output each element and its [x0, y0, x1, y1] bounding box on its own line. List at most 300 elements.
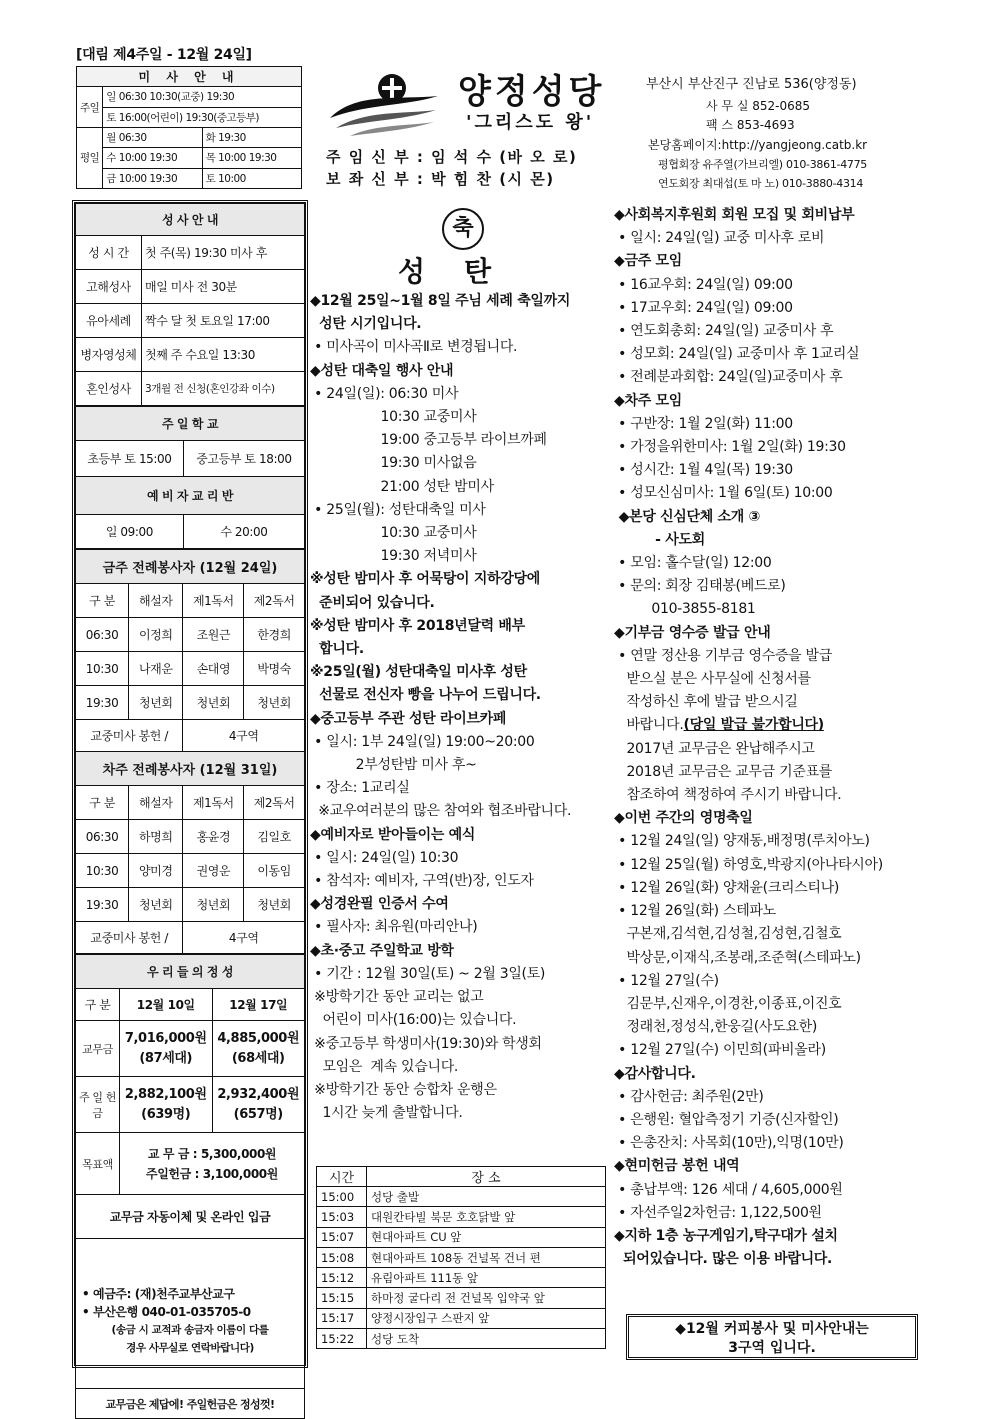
left-column: [72, 200, 308, 1411]
notice-line: [614, 877, 924, 900]
notice-line: [614, 1039, 924, 1062]
servers-cell: 하명희: [129, 820, 183, 854]
bus-time: 15:07: [317, 1227, 367, 1247]
weekday-mass: 토 10:00: [202, 168, 301, 188]
bank-info: [76, 1239, 305, 1389]
servers-cell: 10:30: [76, 854, 129, 888]
sacrament-value: 첫 주(목) 19:30 미사 후: [142, 236, 305, 270]
assistant-pastor-line: 보 좌 신 부 : 박 힘 찬 (시 몬): [326, 170, 555, 188]
offering-amount: 2,882,100원: [124, 1086, 207, 1102]
notice-line: [614, 366, 924, 389]
notice-text: 어린이 미사(16:00)는 있습니다.: [310, 1012, 517, 1029]
sacrament-label: 성 시 간: [76, 236, 142, 270]
servers-next-week-title: 차주 전례봉사자 (12월 31일): [76, 752, 305, 786]
homepage-link[interactable]: 본당홈페이지:http://yangjeong.catb.kr: [648, 138, 868, 152]
notice-text: 19:30 미사없음: [310, 455, 477, 472]
notice-line: [614, 668, 924, 691]
servers-cell: 조원근: [183, 618, 244, 652]
notice-line: [310, 870, 612, 893]
table-row: [76, 854, 305, 888]
notice-text: • 자선주일2차헌금: 1,122,500원: [614, 1204, 822, 1221]
notice-line: [310, 731, 612, 754]
bus-place: 유림아파트 111동 앞: [367, 1268, 606, 1288]
offering-amount: 2,932,400원: [217, 1086, 300, 1102]
notice-line: [614, 784, 924, 807]
parish-name: 양정성당: [458, 72, 606, 112]
notice-heading: [310, 290, 612, 313]
notice-line: [614, 320, 924, 343]
notice-line: [614, 413, 924, 436]
notice-text: 구본재,김석현,김성철,김성현,김철호: [614, 926, 842, 943]
servers-head: 해설자: [129, 584, 183, 618]
middle-column: [310, 290, 612, 1125]
notice-heading: [310, 360, 612, 383]
notice-line: [310, 452, 612, 475]
sacrament-label: 혼인성사: [76, 372, 142, 406]
notice-text: 박상문,이재식,조봉래,조준혁(스테파노): [614, 949, 861, 966]
table-row: [76, 618, 305, 652]
notice-text: 10:30 교중미사: [310, 409, 477, 426]
notice-line: [614, 1086, 924, 1109]
notice-line: [614, 691, 924, 714]
notice-text: ※방학기간 동안 승합차 운행은: [310, 1081, 497, 1098]
table-row: [317, 1227, 606, 1247]
offering-amount: 4,885,000원: [217, 1030, 300, 1046]
notice-line: [310, 963, 612, 986]
notice-line: [614, 1202, 924, 1225]
notice-line: [614, 854, 924, 877]
servers-cell: 19:30: [76, 888, 129, 922]
offerings-head: 구 분: [76, 989, 120, 1021]
servers-cell: 청년회: [129, 686, 183, 720]
table-row: [76, 820, 305, 854]
servers-head: 제2독서: [244, 786, 305, 820]
christmas-title: 성 탄: [398, 255, 492, 288]
notice-heading: [614, 622, 924, 645]
table-row: [317, 1329, 606, 1349]
offering-label: 교중미사 봉헌 /: [76, 922, 183, 954]
notice-text: 19:00 중고등부 라이브까페: [310, 432, 547, 449]
servers-head: 해설자: [129, 786, 183, 820]
servers-cell: 권영운: [183, 854, 244, 888]
notice-text: • 감사헌금: 최주원(2만): [614, 1088, 764, 1105]
table-row: [317, 1308, 606, 1328]
notice-text: ◆중고등부 주관 성탄 라이브카페: [310, 710, 507, 727]
notice-text: • 문의: 회장 김태봉(베드로): [614, 578, 786, 595]
notice-text: • 일시: 24일(일) 교중 미사후 로비: [614, 230, 825, 247]
bus-time: 15:12: [317, 1268, 367, 1288]
notice-text: ◆사회복지후원회 회원 모집 및 회비납부: [614, 207, 855, 223]
servers-cell: 손대영: [183, 652, 244, 686]
notice-text: 준비되어 있습니다.: [310, 594, 435, 611]
bus-place: 성당 도착: [367, 1329, 606, 1349]
bus-place: 현대아파트 108동 건널목 건너 편: [367, 1247, 606, 1267]
target-label: 목표액: [76, 1133, 120, 1195]
notice-line: [614, 645, 924, 668]
notice-text: • 기간 : 12월 30일(토) ~ 2월 3일(토): [310, 965, 546, 982]
bus-place: 현대아파트 CU 앞: [367, 1227, 606, 1247]
bus-place: 하마정 굴다리 전 건널목 입약국 앞: [367, 1288, 606, 1308]
notice-heading: [310, 661, 612, 684]
notice-text: ◆초·중고 주일학교 방학: [310, 942, 454, 959]
notice-text: 참조하여 책정하여 주시기 바랍니다.: [614, 787, 842, 804]
sacrament-value: 매일 미사 전 30분: [142, 270, 305, 304]
notice-text: 010-3855-8181: [614, 601, 756, 618]
servers-cell: 19:30: [76, 686, 129, 720]
coffee-line: ◆12월 커피봉사 및 미사안내는: [675, 1321, 869, 1337]
notice-text: ◆이번 주간의 영명축일: [614, 810, 753, 827]
notice-line: [614, 923, 924, 946]
parish-logo: [326, 70, 442, 140]
table-row: [76, 1021, 305, 1077]
notice-line: [614, 1109, 924, 1132]
offering-people: (639명): [141, 1106, 191, 1122]
offerings-label: 교무금: [76, 1021, 120, 1077]
notice-line: [310, 1009, 612, 1032]
notice-text: 2017년 교무금은 완납해주시고: [614, 740, 815, 757]
offering-people: (657명): [233, 1106, 283, 1122]
sacrament-label: 병자영성체: [76, 338, 142, 372]
table-row: [76, 888, 305, 922]
notice-heading: [614, 1155, 924, 1178]
table-row: [76, 1077, 305, 1133]
notice-line: [614, 738, 924, 761]
notice-text: 2018년 교무금은 교무금 기준표를: [614, 763, 833, 780]
notice-text: 10:30 교중미사: [310, 525, 477, 542]
servers-cell: 양미경: [129, 854, 183, 888]
sunday-school-elementary: 초등부 토 15:00: [76, 441, 184, 477]
bus-time: 15:22: [317, 1329, 367, 1349]
bus-time: 15:08: [317, 1247, 367, 1267]
servers-head: 제1독서: [183, 584, 244, 618]
weekday-mass: 화 19:30: [202, 127, 301, 147]
bus-place: 성당 출발: [367, 1187, 606, 1207]
bus-place: 대원칸타빌 북문 호호닭발 앞: [367, 1207, 606, 1227]
notice-text: • 모임: 홀수달(일) 12:00: [614, 555, 772, 572]
notice-text: • 성모신심미사: 1월 6일(토) 10:00: [614, 485, 833, 502]
notice-text: • 가정을위한미사: 1월 2일(화) 19:30: [614, 439, 846, 456]
sacrament-label: 고해성사: [76, 270, 142, 304]
bank-note: 경우 사무실로 연락바랍니다): [126, 1341, 254, 1354]
sacrament-value: 3개월 전 신청(혼인강좌 이수): [142, 372, 305, 406]
notice-line: [310, 1056, 612, 1079]
office-phone: 사 무 실 852-0685: [706, 99, 810, 113]
offerings-title: 우 리 들 의 정 성: [76, 955, 305, 989]
notice-text: • 24일(일): 06:30 미사: [310, 385, 459, 402]
fax-number: 팩 스 853-4693: [706, 118, 795, 132]
servers-cell: 이정희: [129, 618, 183, 652]
notice-line: [614, 761, 924, 784]
servers-cell: 한경희: [244, 618, 305, 652]
notice-text: 받으실 분은 사무실에 신청서를: [614, 671, 811, 688]
notice-text: 1시간 늦게 출발합니다.: [310, 1105, 463, 1122]
notice-line: [310, 847, 612, 870]
offerings-label: 주 일 헌 금: [76, 1077, 120, 1133]
notice-heading: [310, 592, 612, 615]
bus-head-time: 시간: [317, 1167, 367, 1187]
servers-head: 제1독서: [183, 786, 244, 820]
notice-line: [614, 1179, 924, 1202]
notice-text: • 성시간: 1월 4일(목) 19:30: [614, 462, 793, 479]
offering-zone: 4구역: [183, 720, 305, 752]
notice-heading: [614, 1248, 924, 1271]
catechumen-title: 예 비 자 교 리 반: [76, 477, 305, 515]
servers-cell: 박명숙: [244, 652, 305, 686]
weekday-mass: 금 10:00 19:30: [103, 168, 202, 188]
sacraments-title: 성 사 안 내: [76, 204, 305, 236]
notice-heading: [614, 204, 924, 227]
notice-text: • 12월 26일(화) 스테파노: [614, 903, 776, 920]
notice-text: ◆성탄 대축일 행사 안내: [310, 362, 454, 379]
notice-text: ※성탄 밤미사 후 2018년달력 배부: [310, 617, 525, 634]
notice-text: • 장소: 1교리실: [310, 780, 410, 797]
notice-text: ※성탄 밤미사 후 어묵탕이 지하강당에: [310, 571, 540, 588]
celebration-badge: 축: [442, 208, 484, 250]
notice-heading: [614, 529, 924, 552]
notice-heading: [310, 893, 612, 916]
notice-line: [310, 916, 612, 939]
notice-text: ◆차주 모임: [614, 392, 682, 409]
notice-text: 합니다.: [310, 641, 364, 658]
table-row: [317, 1288, 606, 1308]
bus-time: 15:15: [317, 1288, 367, 1308]
notice-text: ※중고등부 학생미사(19:30)와 학생회: [310, 1035, 542, 1052]
notice-text: • 연도회총회: 24일(일) 교중미사 후: [614, 323, 834, 340]
notice-heading: [310, 615, 612, 638]
weekday-label: 평일: [77, 127, 103, 188]
catechumen-wednesday: 수 20:00: [183, 515, 304, 549]
servers-cell: 06:30: [76, 820, 129, 854]
notice-text: • 연말 정산용 기부금 영수증을 발급: [614, 647, 832, 664]
notice-heading: [310, 568, 612, 591]
notice-text: ※25일(월) 성탄대축일 미사후 성탄: [310, 664, 527, 681]
notice-line: [614, 1132, 924, 1155]
offering-amount: 7,016,000원: [124, 1030, 207, 1046]
notice-heading: [310, 708, 612, 731]
elders-head: 연도회장 최대섭(토 마 노) 010-3880-4314: [658, 177, 864, 190]
servers-cell: 김일호: [244, 820, 305, 854]
servers-head: 구 분: [76, 584, 129, 618]
bank-title: 교무금 자동이체 및 온라인 입금: [76, 1195, 305, 1239]
notice-text: • 12월 26일(화) 양채윤(크리스티나): [614, 879, 840, 896]
notice-text: ◆본당 신심단체 소개 ③: [614, 508, 761, 525]
sunday-mass-2: 토 16:00(어린이) 19:30(중고등부): [103, 107, 302, 127]
notice-text: • 일시: 24일(일) 10:30: [310, 849, 459, 866]
offering-households: (87세대): [139, 1050, 193, 1066]
notice-line: [310, 545, 612, 568]
notice-text: 21:00 성탄 밤미사: [310, 478, 494, 495]
notice-text: ※교우여러분의 많은 참여와 협조바랍니다.: [310, 803, 572, 820]
notice-line: [310, 754, 612, 777]
notice-line: [614, 970, 924, 993]
notice-text: • 12월 27일(수): [614, 972, 719, 989]
table-row: [76, 652, 305, 686]
notice-text: ◆지하 1층 농구게임기,탁구대가 설치: [614, 1227, 838, 1244]
notice-line: [614, 598, 924, 621]
notice-text: • 총납부액: 126 세대 / 4,605,000원: [614, 1181, 843, 1198]
notice-heading: [614, 1063, 924, 1086]
notice-line: [614, 227, 924, 250]
coffee-notice: [626, 1314, 918, 1360]
bus-time: 15:03: [317, 1207, 367, 1227]
offering-households: (68세대): [231, 1050, 285, 1066]
sunday-school-youth: 중고등부 토 18:00: [183, 441, 304, 477]
notice-heading: [310, 824, 612, 847]
notice-text: • 16교우회: 24일(일) 09:00: [614, 276, 793, 293]
notice-text: ◆금주 모임: [614, 253, 682, 270]
mass-schedule: [76, 66, 302, 189]
notice-heading: [614, 1225, 924, 1248]
sunday-mass-1: 일 06:30 10:30(교중) 19:30: [103, 87, 302, 107]
notice-text: • 12월 27일(수) 이민희(파비올라): [614, 1042, 826, 1059]
notice-text: • 25일(월): 성탄대축일 미사: [310, 501, 486, 518]
target-dues: 교 무 금 : 5,300,000원: [147, 1146, 277, 1161]
notice-line: [310, 986, 612, 1009]
notice-text: 되어있습니다. 많은 이용 바랍니다.: [614, 1251, 833, 1268]
notice-line: [310, 800, 612, 823]
notice-heading: [310, 940, 612, 963]
sacrament-label: 유아세례: [76, 304, 142, 338]
servers-this-week-title: 금주 전례봉사자 (12월 24일): [76, 550, 305, 584]
notice-line: [614, 575, 924, 598]
notice-line: [614, 1016, 924, 1039]
notice-text: ◆감사합니다.: [614, 1065, 696, 1082]
bus-time: 15:00: [317, 1187, 367, 1207]
notice-line: [614, 274, 924, 297]
offering-label: 교중미사 봉헌 /: [76, 720, 183, 752]
target-collection: 주일헌금 : 3,100,000원: [146, 1166, 278, 1181]
notice-line: [310, 476, 612, 499]
table-row: [317, 1187, 606, 1207]
notice-text: • 은총잔치: 사목회(10만),익명(10만): [614, 1135, 844, 1152]
notice-emphasis: (당일 발급 불가합니다): [683, 717, 824, 734]
notice-text: • 17교우회: 24일(일) 09:00: [614, 299, 793, 316]
notice-line: [310, 777, 612, 800]
notice-text: • 12월 24일(일) 양재동,배정명(루치아노): [614, 833, 870, 850]
notice-line: [310, 499, 612, 522]
offerings-head: 12월 10일: [120, 989, 213, 1021]
notice-text: 정래천,정성식,한웅길(사도요한): [614, 1019, 817, 1036]
table-row: [76, 686, 305, 720]
council-head: 평협회장 유주열(가브리엘) 010-3861-4775: [658, 158, 867, 171]
notice-heading: [614, 390, 924, 413]
notice-text: 바랍니다.: [614, 717, 684, 734]
notice-text: • 성모회: 24일(일) 교중미사 후 1교리실: [614, 346, 860, 363]
notice-text: • 구반장: 1월 2일(화) 11:00: [614, 415, 793, 432]
notice-text: 19:30 저녁미사: [310, 548, 477, 565]
bank-note: (송금 시 교적과 송금자 이름이 다를: [111, 1323, 269, 1336]
coffee-line: 3구역 입니다.: [728, 1340, 816, 1356]
notice-text: 2부성탄밤 미사 후~: [310, 757, 477, 774]
notice-heading: [614, 506, 924, 529]
notice-text: ◆현미헌금 봉헌 내역: [614, 1158, 740, 1175]
notice-line: [310, 1033, 612, 1056]
table-row: [317, 1247, 606, 1267]
table-row: [317, 1268, 606, 1288]
notice-line: [310, 336, 612, 359]
notice-line: [614, 552, 924, 575]
notice-text: • 필사자: 최유원(마리안나): [310, 919, 478, 936]
notice-line: [614, 482, 924, 505]
notice-line: [614, 714, 924, 737]
servers-cell: 청년회: [244, 888, 305, 922]
notice-line: [614, 900, 924, 923]
notice-line: [614, 993, 924, 1016]
notice-line: [614, 459, 924, 482]
notice-text: ◆12월 25일~1월 8일 주님 세례 축일까지: [310, 293, 571, 309]
notice-text: ◆예비자로 받아들이는 예식: [310, 826, 476, 843]
bus-head-place: 장 소: [367, 1167, 606, 1187]
notice-text: ※방학기간 동안 교리는 없고: [310, 989, 484, 1006]
bank-account: • 부산은행 040-01-035705-0: [82, 1304, 251, 1319]
offerings-head: 12월 17일: [212, 989, 305, 1021]
notice-line: [310, 406, 612, 429]
servers-cell: 이동임: [244, 854, 305, 888]
notice-heading: [614, 250, 924, 273]
notice-text: ◆성경완필 인증서 수여: [310, 896, 449, 913]
bus-place: 양정시장입구 스판지 앞: [367, 1308, 606, 1328]
sacrament-value: 짝수 달 첫 토요일 17:00: [142, 304, 305, 338]
servers-cell: 청년회: [183, 888, 244, 922]
servers-head: 제2독서: [244, 584, 305, 618]
notice-text: ◆기부금 영수증 발급 안내: [614, 624, 771, 641]
notice-text: 선물로 전신자 빵을 나누어 드립니다.: [310, 687, 541, 704]
pastor-line: 주 임 신 부 : 임 석 수 (바 오 로): [326, 148, 578, 166]
table-row: [317, 1207, 606, 1227]
notice-heading: [614, 807, 924, 830]
notice-text: • 은행원: 혈압측정기 기증(신자할인): [614, 1111, 839, 1128]
bank-footer: 교무금은 제답에! 주일헌금은 정성껏!: [76, 1389, 305, 1419]
servers-cell: 06:30: [76, 618, 129, 652]
bus-schedule: [316, 1166, 606, 1349]
notice-text: • 전례분과회합: 24일(일)교중미사 후: [614, 369, 843, 386]
servers-cell: 10:30: [76, 652, 129, 686]
notice-text: • 참석자: 예비자, 구역(반)장, 인도자: [310, 873, 534, 890]
notice-line: [310, 522, 612, 545]
notice-text: 작성하신 후에 발급 받으시길: [614, 694, 798, 711]
notice-line: [614, 297, 924, 320]
notice-line: [614, 830, 924, 853]
notice-line: [614, 343, 924, 366]
notice-line: [310, 1079, 612, 1102]
notice-heading: [310, 313, 612, 336]
mass-schedule-title: 미 사 안 내: [77, 67, 302, 87]
notice-heading: [310, 638, 612, 661]
servers-cell: 청년회: [244, 686, 305, 720]
week-title: [대림 제4주일 - 12월 24일]: [76, 47, 252, 63]
bus-time: 15:17: [317, 1308, 367, 1328]
sacrament-value: 첫째 주 수요일 13:30: [142, 338, 305, 372]
notice-text: 모임은 계속 있습니다.: [310, 1058, 459, 1075]
servers-cell: 홍윤경: [183, 820, 244, 854]
catechumen-sunday: 일 09:00: [76, 515, 184, 549]
weekday-mass: 목 10:00 19:30: [202, 148, 301, 168]
right-column: [614, 204, 924, 1271]
notice-text: 성탄 시기입니다.: [310, 316, 422, 333]
notice-text: • 미사곡이 미사곡Ⅱ로 변경됩니다.: [310, 339, 518, 356]
parish-subtitle: '그리스도 왕': [466, 112, 595, 133]
notice-line: [614, 436, 924, 459]
notice-line: [614, 947, 924, 970]
servers-cell: 청년회: [183, 686, 244, 720]
notice-text: • 12월 25일(월) 하영호,박광지(아나타시아): [614, 856, 883, 873]
notice-text: 김문부,신재우,이경찬,이종표,이진호: [614, 995, 842, 1012]
notice-text: - 사도회: [614, 531, 705, 548]
notice-line: [310, 1102, 612, 1125]
weekday-mass: 월 06:30: [103, 127, 202, 147]
notice-line: [310, 429, 612, 452]
weekday-mass: 수 10:00 19:30: [103, 148, 202, 168]
